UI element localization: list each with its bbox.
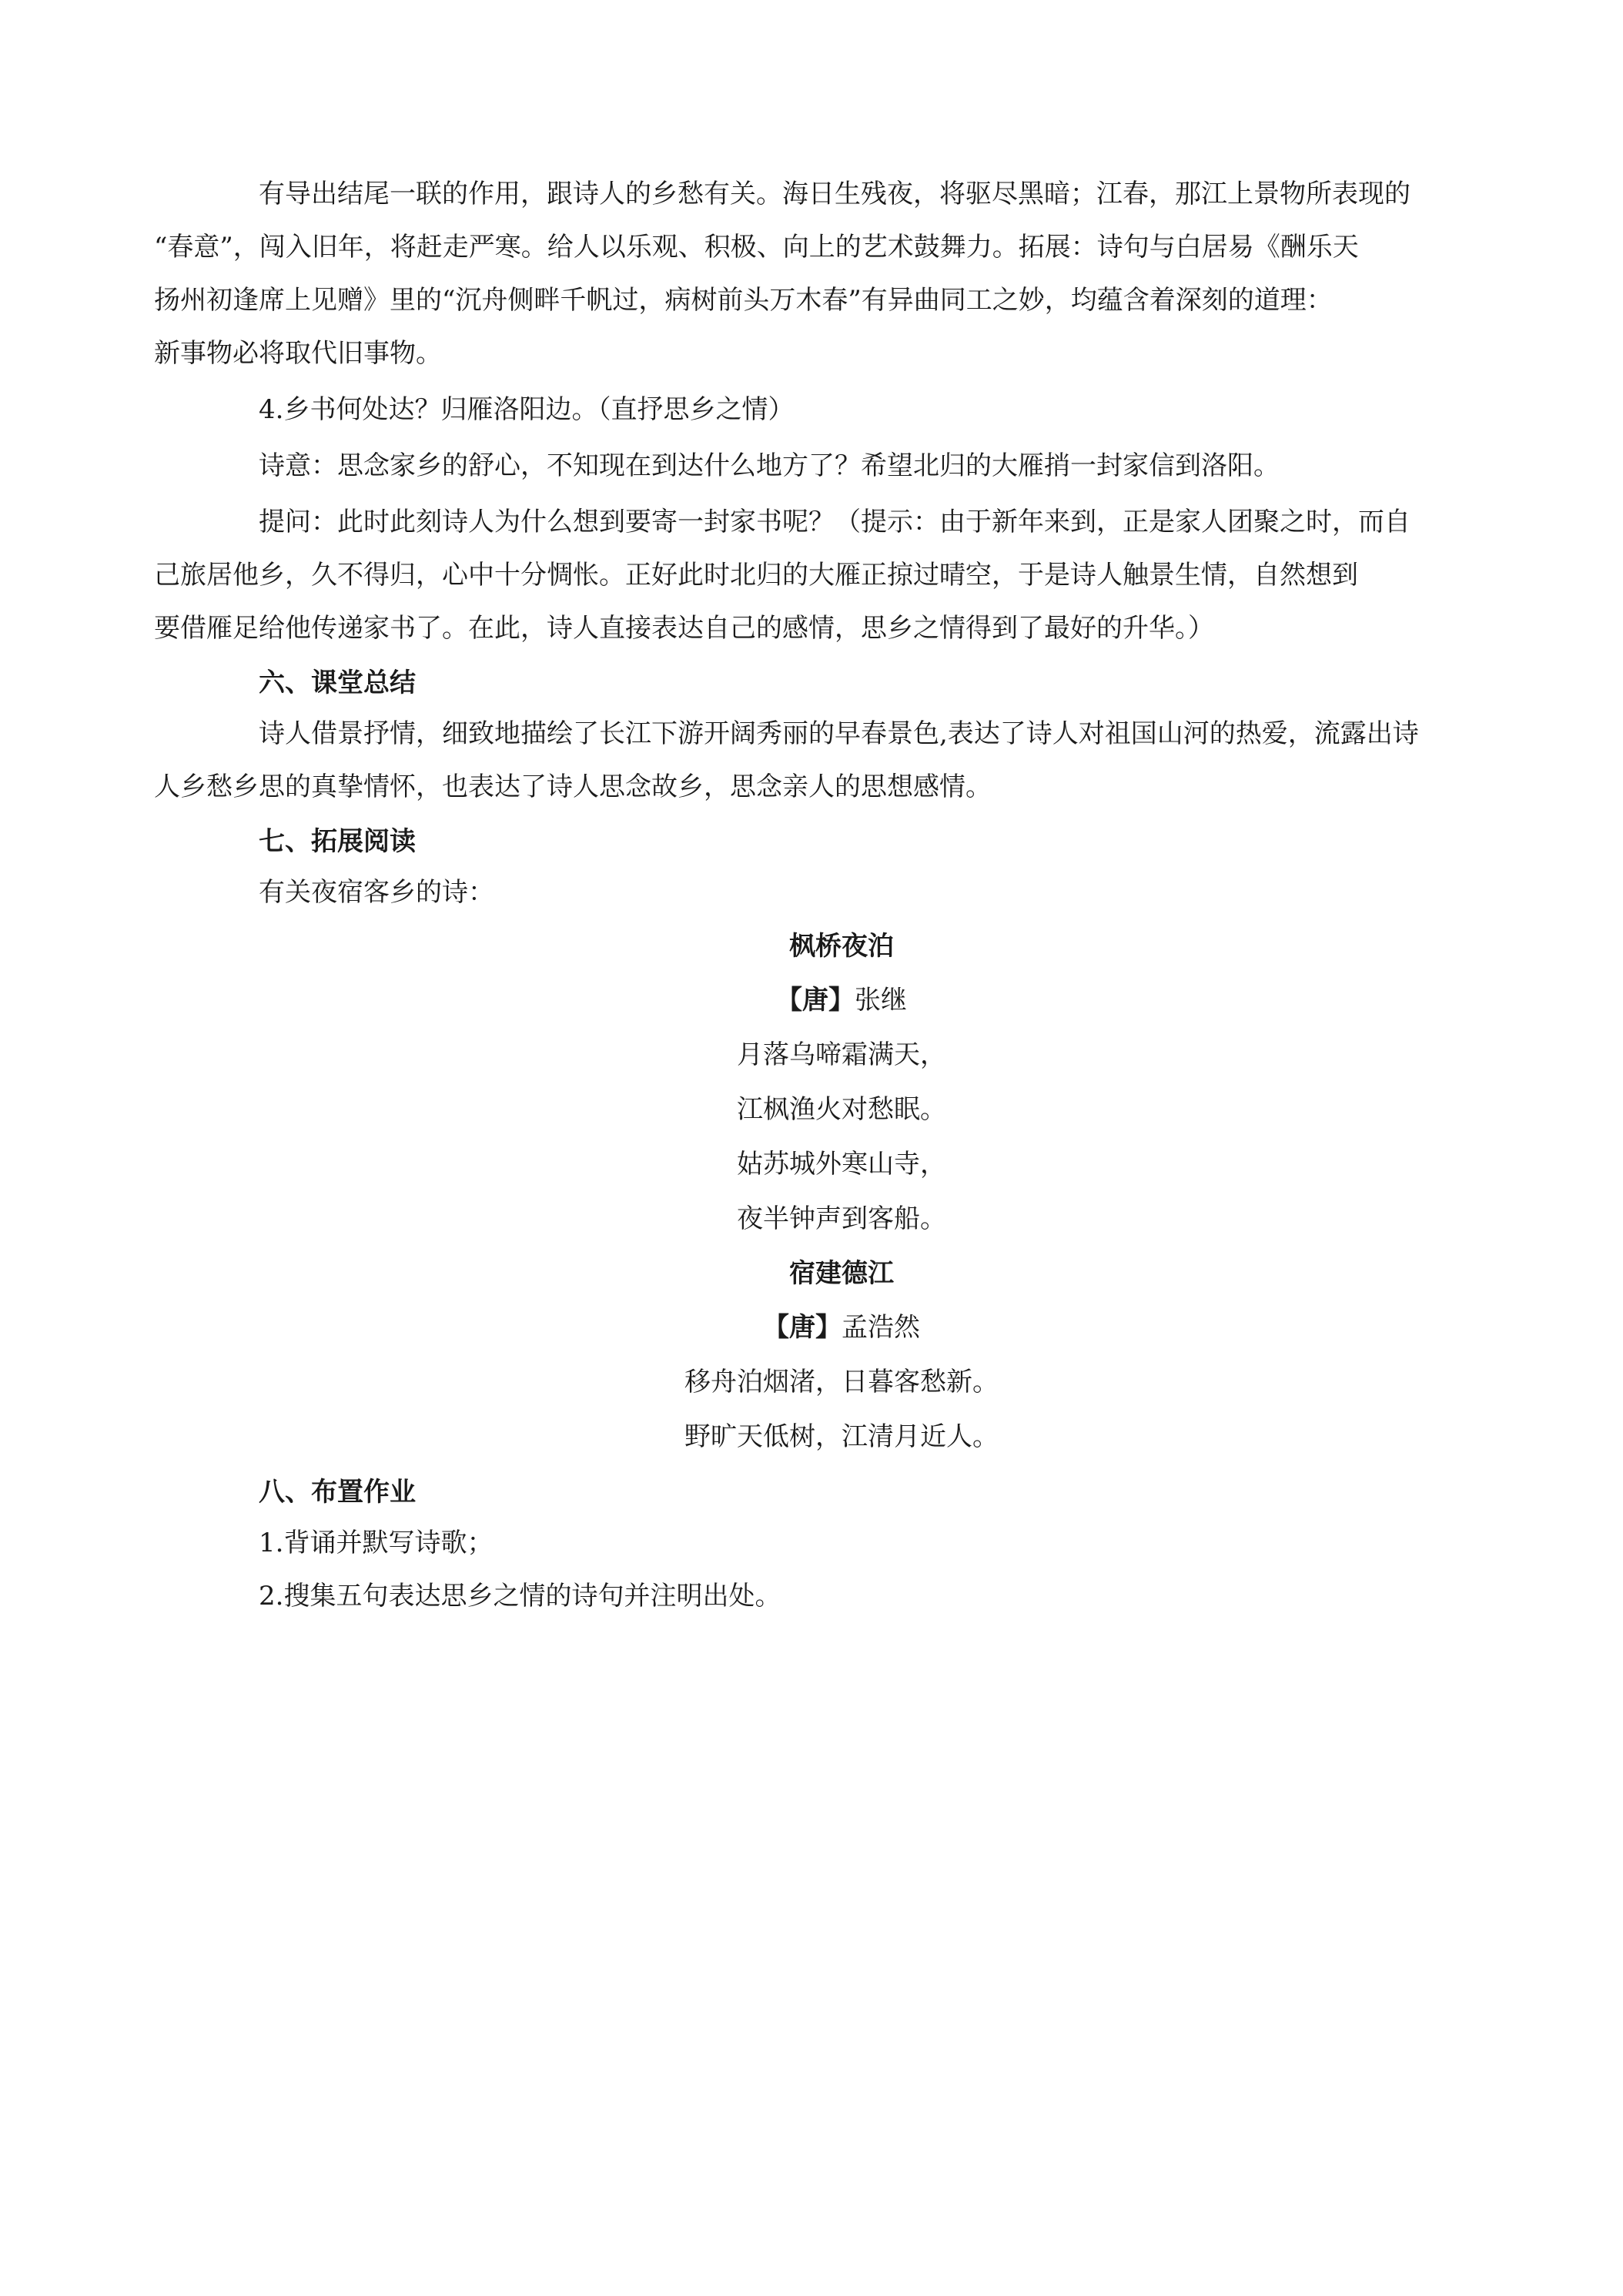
analysis-paragraph <box>154 168 1477 380</box>
poem-author <box>206 1300 1477 1355</box>
homework-item: 2.搜集五句表达思乡之情的诗句并注明出处。 <box>259 1581 781 1612</box>
poem-line: 江枫渔火对愁眠。 <box>737 1094 946 1125</box>
poem-line: 野旷天低树，江清月近人。 <box>684 1421 999 1452</box>
poem-line: 移舟泊烟渚，日暮客愁新。 <box>684 1367 999 1397</box>
text-line: 要借雁足给他传递家书了。在此，诗人直接表达自己的感情，思乡之情得到了最好的升华。） <box>154 613 1214 644</box>
poem-2 <box>206 1247 1477 1464</box>
poem-dynasty: 【唐】 <box>776 985 855 1016</box>
poem-line: 月落乌啼霜满天， <box>737 1039 946 1070</box>
homework-item: 1.背诵并默写诗歌； <box>259 1528 494 1558</box>
text-line: 有导出结尾一联的作用，跟诗人的乡愁有关。海日生残夜，将驱尽黑暗；江春，那江上景物所表现的 <box>259 179 1411 209</box>
section-6-heading: 六、课堂总结 <box>259 668 416 698</box>
item-4: 4.乡书何处达？归雁洛阳边。（直抒思乡之情） <box>259 394 795 425</box>
poem-dynasty: 【唐】 <box>763 1312 842 1343</box>
poem-author-name: 孟浩然 <box>842 1312 920 1343</box>
poem-author <box>206 973 1477 1028</box>
text-line: 人乡愁乡思的真挚情怀，也表达了诗人思念故乡，思念亲人的思想感情。 <box>154 771 992 802</box>
question-paragraph <box>154 496 1477 655</box>
poem-line: 姑苏城外寒山寺， <box>737 1149 946 1180</box>
text-line: 新事物必将取代旧事物。 <box>154 338 442 369</box>
text-line: 扬州初逢席上见赠》里的“沉舟侧畔千帆过，病树前头万木春”有异曲同工之妙，均蕴含着深刻的道理： <box>154 285 1333 316</box>
poem-line: 夜半钟声到客船。 <box>737 1203 946 1234</box>
poem-title: 宿建德江 <box>789 1258 894 1289</box>
text-line: 己旅居他乡，久不得归，心中十分惆怅。正好此时北归的大雁正掠过晴空，于是诗人触景生情，自然想到 <box>154 560 1358 591</box>
poem-title: 枫桥夜泊 <box>789 931 894 962</box>
section-8-heading: 八、布置作业 <box>259 1477 416 1508</box>
document-body <box>154 168 1477 1623</box>
poem-1 <box>206 919 1477 1247</box>
reading-intro: 有关夜宿客乡的诗： <box>259 877 494 908</box>
text-line: “春意”，闯入旧年，将赶走严寒。给人以乐观、积极、向上的艺术鼓舞力。拓展：诗句与白居易《酬乐天 <box>154 232 1359 263</box>
poem-meaning: 诗意：思念家乡的舒心，不知现在到达什么地方了？希望北归的大雁捎一封家信到洛阳。 <box>259 450 1280 481</box>
text-line: 诗人借景抒情，细致地描绘了长江下游开阔秀丽的早春景色,表达了诗人对祖国山河的热爱，流露出诗 <box>259 718 1419 749</box>
poem-author-name: 张继 <box>855 985 907 1016</box>
summary-paragraph <box>154 708 1477 814</box>
text-line: 提问：此时此刻诗人为什么想到要寄一封家书呢？（提示：由于新年来到，正是家人团聚之时，而自 <box>259 507 1411 537</box>
section-7-heading: 七、拓展阅读 <box>259 826 416 857</box>
